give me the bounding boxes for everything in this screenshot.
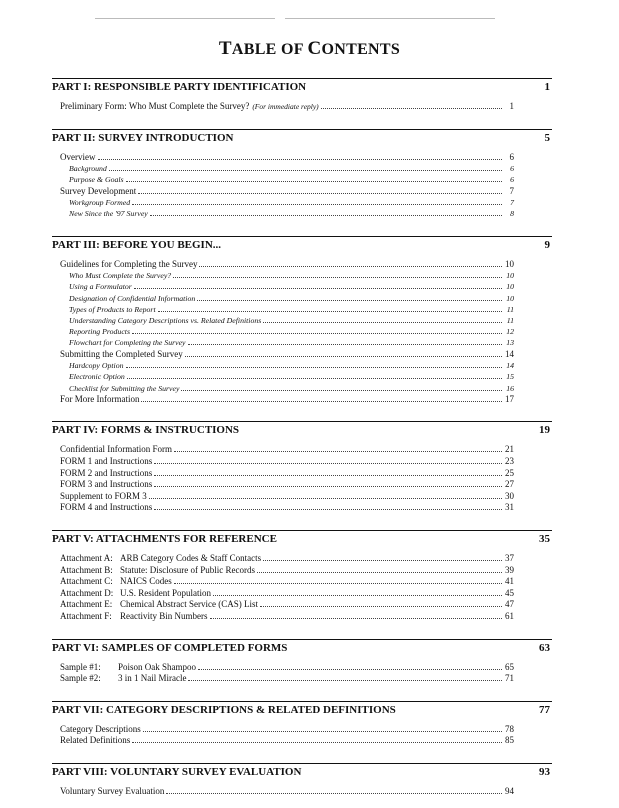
- toc-entry[interactable]: [69, 293, 552, 304]
- dot-leader: [198, 669, 502, 670]
- part-heading[interactable]: [52, 132, 552, 144]
- toc-entry-text: Poison Oak Shampoo: [118, 661, 197, 672]
- section-rule: [52, 129, 552, 130]
- toc-entry-page: 14: [506, 361, 514, 371]
- toc-entry-label: Attachment D:: [60, 587, 114, 598]
- toc-entry-text: 3 in 1 Nail Miracle: [118, 673, 187, 684]
- toc-entry-page: 31: [505, 502, 514, 513]
- toc-entry-text: Category Descriptions: [60, 723, 141, 734]
- toc-entry[interactable]: [60, 553, 552, 565]
- section-rule: [52, 639, 552, 640]
- toc-entry-page: 39: [505, 564, 514, 575]
- toc-entry-page: 27: [505, 479, 514, 490]
- section-rule: [52, 236, 552, 237]
- toc-entry-text: Confidential Information Form: [60, 444, 172, 455]
- toc-entry[interactable]: [60, 576, 552, 588]
- dot-leader: [132, 742, 502, 743]
- dot-leader: [126, 367, 503, 368]
- toc-entry[interactable]: [69, 371, 552, 382]
- toc-entry-page: 45: [505, 587, 514, 598]
- toc-entry-page: 11: [506, 316, 514, 325]
- part-heading-page: 35: [539, 532, 550, 545]
- toc-entry[interactable]: [60, 565, 552, 577]
- toc-entry-text: Designation of Confidential Information: [69, 293, 196, 303]
- section-rule: [52, 78, 552, 79]
- toc-entry-page: 78: [505, 723, 514, 734]
- toc-entry-page: 17: [505, 393, 514, 404]
- part-heading-title: PART VII: CATEGORY DESCRIPTIONS & RELATED DEFINITIONS: [52, 703, 396, 716]
- part-heading[interactable]: [52, 766, 552, 778]
- toc-entry-page: 7: [509, 185, 514, 196]
- toc-entry-text: Preliminary Form: Who Must Complete the Survey?: [60, 101, 250, 111]
- toc-entry-label: Sample #2:: [60, 673, 101, 684]
- part-heading-page: 5: [544, 131, 550, 144]
- toc-entry-text: Flowchart for Completing the Survey: [69, 338, 186, 348]
- section-spacer: [52, 113, 552, 123]
- toc-entry-page: 16: [506, 383, 514, 393]
- toc-entry-text: Hardcopy Option: [69, 361, 124, 371]
- toc-entry[interactable]: [60, 662, 552, 674]
- dot-leader: [197, 300, 502, 301]
- toc-entry-page: 10: [506, 282, 514, 292]
- toc-entry-text: Purpose & Goals: [69, 175, 124, 185]
- dot-leader: [154, 463, 502, 464]
- section-rule: [52, 763, 552, 764]
- toc-entry[interactable]: [60, 479, 552, 491]
- toc-entry[interactable]: [60, 152, 552, 164]
- toc-entry-page: 25: [505, 467, 514, 478]
- toc-entry[interactable]: [60, 724, 552, 736]
- dot-leader: [127, 378, 502, 379]
- section-rule: [52, 701, 552, 702]
- part-heading[interactable]: [52, 424, 552, 436]
- toc-entry-page: 6: [510, 175, 514, 185]
- part-heading-page: 63: [539, 641, 550, 654]
- toc-entry[interactable]: [60, 456, 552, 468]
- dot-leader: [143, 731, 502, 732]
- toc-entry-page: 41: [505, 576, 514, 587]
- toc-entry[interactable]: [60, 502, 552, 514]
- dot-leader: [132, 333, 502, 334]
- toc-entry-text: For More Information: [60, 393, 140, 404]
- toc-entry-page: 7: [510, 198, 514, 208]
- toc-entry-page: 47: [505, 599, 514, 610]
- toc-entry-page: 10: [505, 258, 514, 269]
- dot-leader: [138, 193, 502, 194]
- part-heading-title: PART VI: SAMPLES OF COMPLETED FORMS: [52, 641, 288, 654]
- toc-entry-page: 23: [505, 456, 514, 466]
- part-heading-title: PART III: BEFORE YOU BEGIN...: [52, 238, 222, 251]
- toc-entry[interactable]: [69, 383, 552, 394]
- dot-leader: [132, 204, 502, 205]
- toc-entry-page: 13: [506, 338, 514, 348]
- dot-leader: [188, 344, 502, 345]
- dot-leader: [174, 583, 502, 584]
- dot-leader: [213, 595, 502, 596]
- toc-entry-page: 10: [506, 293, 514, 303]
- toc-entry[interactable]: [69, 163, 552, 174]
- toc-entry-text: Related Definitions: [60, 735, 131, 746]
- toc-entry[interactable]: [60, 491, 552, 503]
- toc-entry-label: Attachment C:: [60, 576, 113, 587]
- toc-entry[interactable]: [69, 304, 552, 315]
- toc-entry-page: 85: [505, 735, 514, 746]
- toc-entry-page: 10: [506, 271, 514, 281]
- toc-entry-page: 94: [505, 785, 514, 796]
- part-heading[interactable]: [52, 533, 552, 545]
- header-rule-right: [285, 18, 495, 19]
- dot-leader: [260, 606, 502, 607]
- part-heading[interactable]: [52, 642, 552, 654]
- toc-entry[interactable]: [69, 315, 552, 326]
- toc-entry[interactable]: [69, 174, 552, 185]
- section-spacer: [52, 405, 552, 415]
- toc-entry-text: Supplement to FORM 3: [60, 490, 147, 501]
- section-spacer: [52, 623, 552, 633]
- dot-leader: [109, 170, 502, 171]
- dot-leader: [173, 277, 502, 278]
- dot-leader: [199, 266, 502, 267]
- toc-entry-page: 65: [505, 661, 514, 672]
- toc-entry-text: Workgroup Formed: [69, 198, 131, 208]
- toc-entry[interactable]: [69, 197, 552, 208]
- dot-leader: [188, 680, 502, 681]
- dot-leader: [158, 311, 502, 312]
- toc-entry-text: Guidelines for Completing the Survey: [60, 258, 198, 269]
- part-heading-page: 19: [539, 424, 550, 437]
- dot-leader: [210, 618, 503, 619]
- toc-entry[interactable]: [60, 611, 552, 623]
- dot-leader: [263, 560, 502, 561]
- dot-leader: [141, 401, 502, 402]
- table-of-contents: [52, 72, 552, 808]
- toc-entry[interactable]: [60, 588, 552, 600]
- toc-entry-text: Types of Products to Report: [69, 304, 156, 314]
- toc-entry-text: NAICS Codes: [120, 576, 172, 587]
- toc-entry[interactable]: [60, 735, 552, 747]
- toc-entry-page: 30: [505, 490, 514, 501]
- toc-entry-text: Submitting the Completed Survey: [60, 348, 183, 359]
- page-title: TABLE OF CONTENTS: [218, 38, 401, 59]
- part-heading-page: 1: [544, 81, 550, 93]
- toc-entry[interactable]: [69, 337, 552, 348]
- toc-entry[interactable]: [60, 599, 552, 611]
- toc-entry-page: 14: [505, 348, 514, 359]
- toc-entry[interactable]: [60, 444, 552, 456]
- toc-entry-label: Sample #1:: [60, 661, 101, 672]
- part-heading-page: 9: [544, 238, 550, 251]
- part-heading[interactable]: [52, 81, 552, 93]
- toc-entry-text: Reporting Products: [69, 327, 130, 337]
- toc-entry-text: Reactivity Bin Numbers: [120, 610, 208, 621]
- toc-entry[interactable]: [69, 208, 552, 219]
- part-heading-title: PART I: RESPONSIBLE PARTY IDENTIFICATION: [52, 81, 307, 93]
- toc-entry-label: Attachment E:: [60, 599, 113, 610]
- part-heading-page: 77: [539, 703, 550, 716]
- toc-entry[interactable]: [60, 101, 552, 113]
- toc-entry-text: Overview: [60, 151, 96, 162]
- section-spacer: [52, 685, 552, 695]
- toc-entry-text: U.S. Resident Population: [120, 587, 212, 598]
- toc-entry-text: Background: [69, 164, 107, 174]
- dot-leader: [154, 475, 502, 476]
- toc-entry[interactable]: [60, 468, 552, 480]
- toc-entry-label: Attachment F:: [60, 610, 112, 621]
- dot-leader: [257, 572, 502, 573]
- toc-entry-text: Who Must Complete the Survey?: [69, 271, 172, 281]
- toc-entry-text: FORM 2 and Instructions: [60, 467, 153, 478]
- section-spacer: [52, 747, 552, 757]
- dot-leader: [154, 486, 502, 487]
- toc-entry-page: 6: [510, 164, 514, 174]
- toc-entry-page: 37: [505, 552, 514, 563]
- section-rule: [52, 530, 552, 531]
- toc-entry-page: 71: [505, 673, 514, 684]
- dot-leader: [181, 390, 502, 391]
- toc-entry[interactable]: [69, 281, 552, 292]
- section-spacer: [52, 514, 552, 524]
- toc-entry-text: Electronic Option: [69, 372, 125, 382]
- dot-leader: [166, 793, 502, 794]
- toc-entry-page: 11: [506, 304, 514, 314]
- part-heading-title: PART II: SURVEY INTRODUCTION: [52, 131, 234, 144]
- toc-entry-page: 1: [509, 101, 514, 111]
- toc-entry-text: Survey Development: [60, 185, 137, 196]
- toc-entry-text: Understanding Category Descriptions vs. Related Definitions: [69, 316, 262, 325]
- part-heading-title: PART VIII: VOLUNTARY SURVEY EVALUATION: [52, 765, 302, 778]
- toc-entry-text: Voluntary Survey Evaluation: [60, 785, 165, 796]
- toc-entry[interactable]: [60, 394, 552, 406]
- toc-entry-text: FORM 4 and Instructions: [60, 502, 153, 513]
- dot-leader: [98, 159, 503, 160]
- dot-leader: [149, 498, 502, 499]
- toc-entry-text: Using a Formulator: [69, 282, 132, 292]
- toc-entry[interactable]: [60, 186, 552, 198]
- section-rule: [52, 421, 552, 422]
- toc-entry-text: FORM 1 and Instructions: [60, 456, 153, 466]
- toc-entry-page: 15: [506, 372, 514, 382]
- toc-entry-text: Checklist for Submitting the Survey: [69, 383, 180, 393]
- dot-leader: [134, 288, 502, 289]
- dot-leader: [263, 322, 502, 323]
- toc-entry-page: 61: [505, 610, 514, 621]
- toc-entry-page: 21: [505, 444, 514, 455]
- toc-entry-text: FORM 3 and Instructions: [60, 479, 153, 490]
- part-heading-page: 93: [539, 765, 550, 778]
- toc-entry-text: Statute: Disclosure of Public Records: [120, 564, 255, 575]
- dot-leader: [321, 108, 502, 109]
- section-spacer: [52, 220, 552, 230]
- part-heading-title: PART IV: FORMS & INSTRUCTIONS: [52, 424, 240, 437]
- toc-entry-note: (For immediate reply): [252, 102, 319, 111]
- part-heading-title: PART V: ATTACHMENTS FOR REFERENCE: [52, 532, 277, 545]
- dot-leader: [150, 215, 502, 216]
- toc-entry-label: Attachment B:: [60, 564, 113, 575]
- dot-leader: [126, 181, 502, 182]
- toc-entry-text: New Since the '97 Survey: [69, 209, 148, 219]
- toc-entry-text: ARB Category Codes & Staff Contacts: [120, 552, 262, 563]
- toc-entry[interactable]: [60, 259, 552, 271]
- part-heading[interactable]: [52, 704, 552, 716]
- toc-entry-label: Attachment A:: [60, 552, 113, 563]
- dot-leader: [185, 356, 502, 357]
- dot-leader: [154, 509, 502, 510]
- part-heading[interactable]: [52, 239, 552, 251]
- toc-entry[interactable]: [60, 349, 552, 361]
- toc-entry[interactable]: [60, 673, 552, 685]
- dot-leader: [174, 451, 502, 452]
- toc-entry[interactable]: [69, 326, 552, 337]
- section-spacer: [52, 798, 552, 808]
- toc-entry-text: Chemical Abstract Service (CAS) List: [120, 599, 258, 610]
- toc-entry-page: 6: [509, 151, 514, 162]
- header-rule-left: [95, 18, 275, 19]
- toc-entry[interactable]: [69, 360, 552, 371]
- toc-entry[interactable]: [69, 270, 552, 281]
- toc-entry-page: 12: [506, 327, 514, 337]
- toc-entry-page: 8: [510, 209, 514, 219]
- toc-entry[interactable]: [60, 786, 552, 798]
